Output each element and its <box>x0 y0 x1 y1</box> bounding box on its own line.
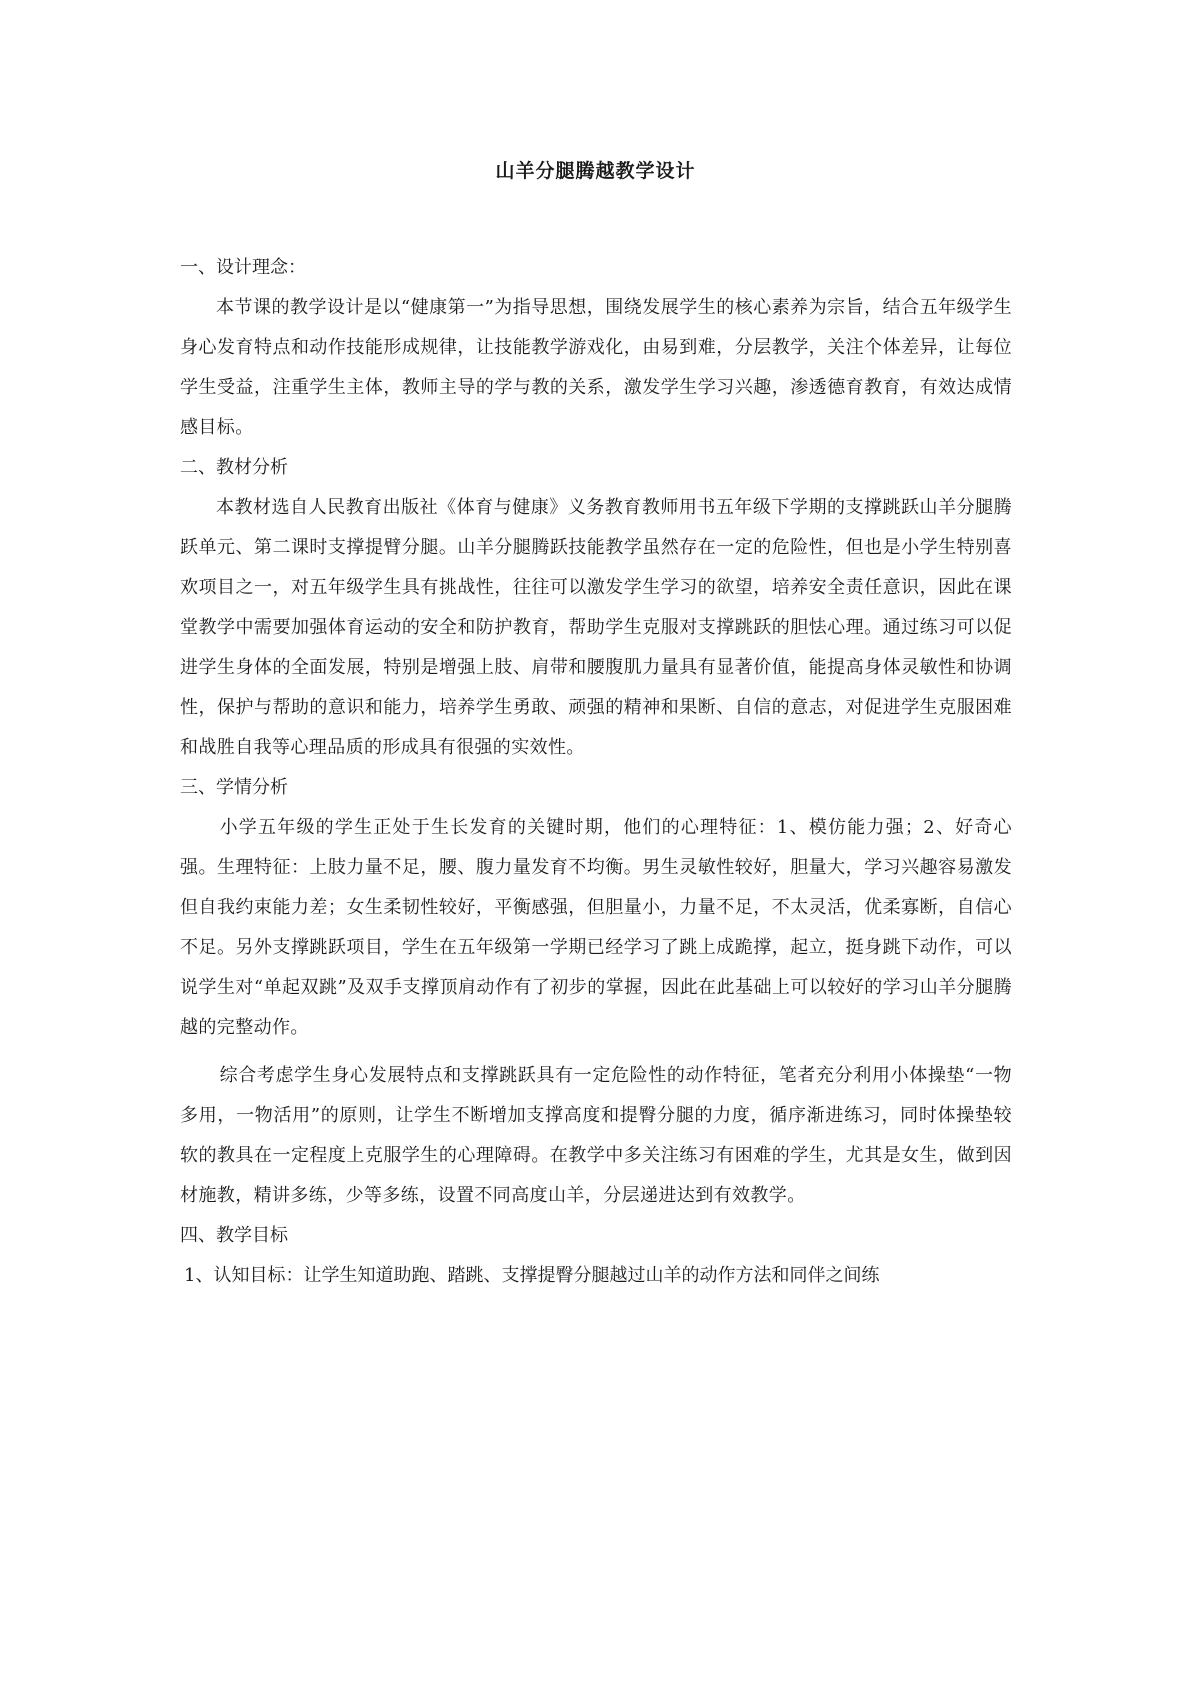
section-heading-design-concept: 一、设计理念： <box>180 257 306 278</box>
paragraph-student-analysis-2: 综合考虑学生身心发展特点和支撑跳跃具有一定危险性的动作特征，笔者充分利用小体操垫“一物多用，一物活用”的原则，让学生不断增加支撑高度和提臀分腿的力度，循序渐进练习，同时体操垫较软的教具在一定程度上克服学生的心理障碍。在教学中多关注练习有困难的学生，尤其是女生，做到因材施教，精讲多练，少等多练，设置不同高度山羊，分层递进达到有效教学。 <box>180 1065 1012 1206</box>
section-heading-student-analysis: 三、学情分析 <box>180 777 288 798</box>
section-heading-teaching-goals: 四、教学目标 <box>180 1225 288 1246</box>
paragraph-material-analysis: 本教材选自人民教育出版社《体育与健康》义务教育教师用书五年级下学期的支撑跳跃山羊分腿腾跃单元、第二课时支撑提臂分腿。山羊分腿腾跃技能教学虽然存在一定的危险性，但也是小学生特别喜欢项目之一，对五年级学生具有挑战性，往往可以激发学生学习的欲望，培养安全责任意识，因此在课堂教学中需要加强体育运动的安全和防护教育，帮助学生克服对支撑跳跃的胆怯心理。通过练习可以促进学生身体的全面发展，特别是增强上肢、肩带和腰腹肌力量具有显著价值，能提高身体灵敏性和协调性，保护与帮助的意识和能力，培养学生勇敢、顽强的精神和果断、自信的意志，对促进学生克服困难和战胜自我等心理品质的形成具有很强的实效性。 <box>180 497 1012 758</box>
paragraph-student-analysis-1: 小学五年级的学生正处于生长发育的关键时期，他们的心理特征：1、模仿能力强；2、好奇心强。生理特征：上肢力量不足，腰、腹力量发育不均衡。男生灵敏性较好，胆量大，学习兴趣容易激发但自我约束能力差；女生柔韧性较好，平衡感强，但胆量小，力量不足，不太灵活，优柔寡断，自信心不足。另外支撑跳跃项目，学生在五年级第一学期已经学习了跳上成跪撑，起立，挺身跳下动作，可以说学生对“单起双跳”及双手支撑顶肩动作有了初步的掌握，因此在此基础上可以较好的学习山羊分腿腾越的完整动作。 <box>180 817 1012 1038</box>
section-heading-material-analysis: 二、教材分析 <box>180 457 288 478</box>
paragraph-design-concept: 本节课的教学设计是以“健康第一”为指导思想，围绕发展学生的核心素养为宗旨，结合五年级学生身心发育特点和动作技能形成规律，让技能教学游戏化，由易到难，分层教学，关注个体差异，让每位学生受益，注重学生主体，教师主导的学与教的关系，激发学生学习兴趣，渗透德育教育，有效达成情感目标。 <box>180 297 1012 438</box>
page-title: 山羊分腿腾越教学设计 <box>495 160 696 182</box>
goal-item-cognitive: 1、认知目标：让学生知道助跑、踏跳、支撑提臀分腿越过山羊的动作方法和同伴之间练 <box>184 1265 880 1286</box>
document-body <box>180 248 1012 1296</box>
